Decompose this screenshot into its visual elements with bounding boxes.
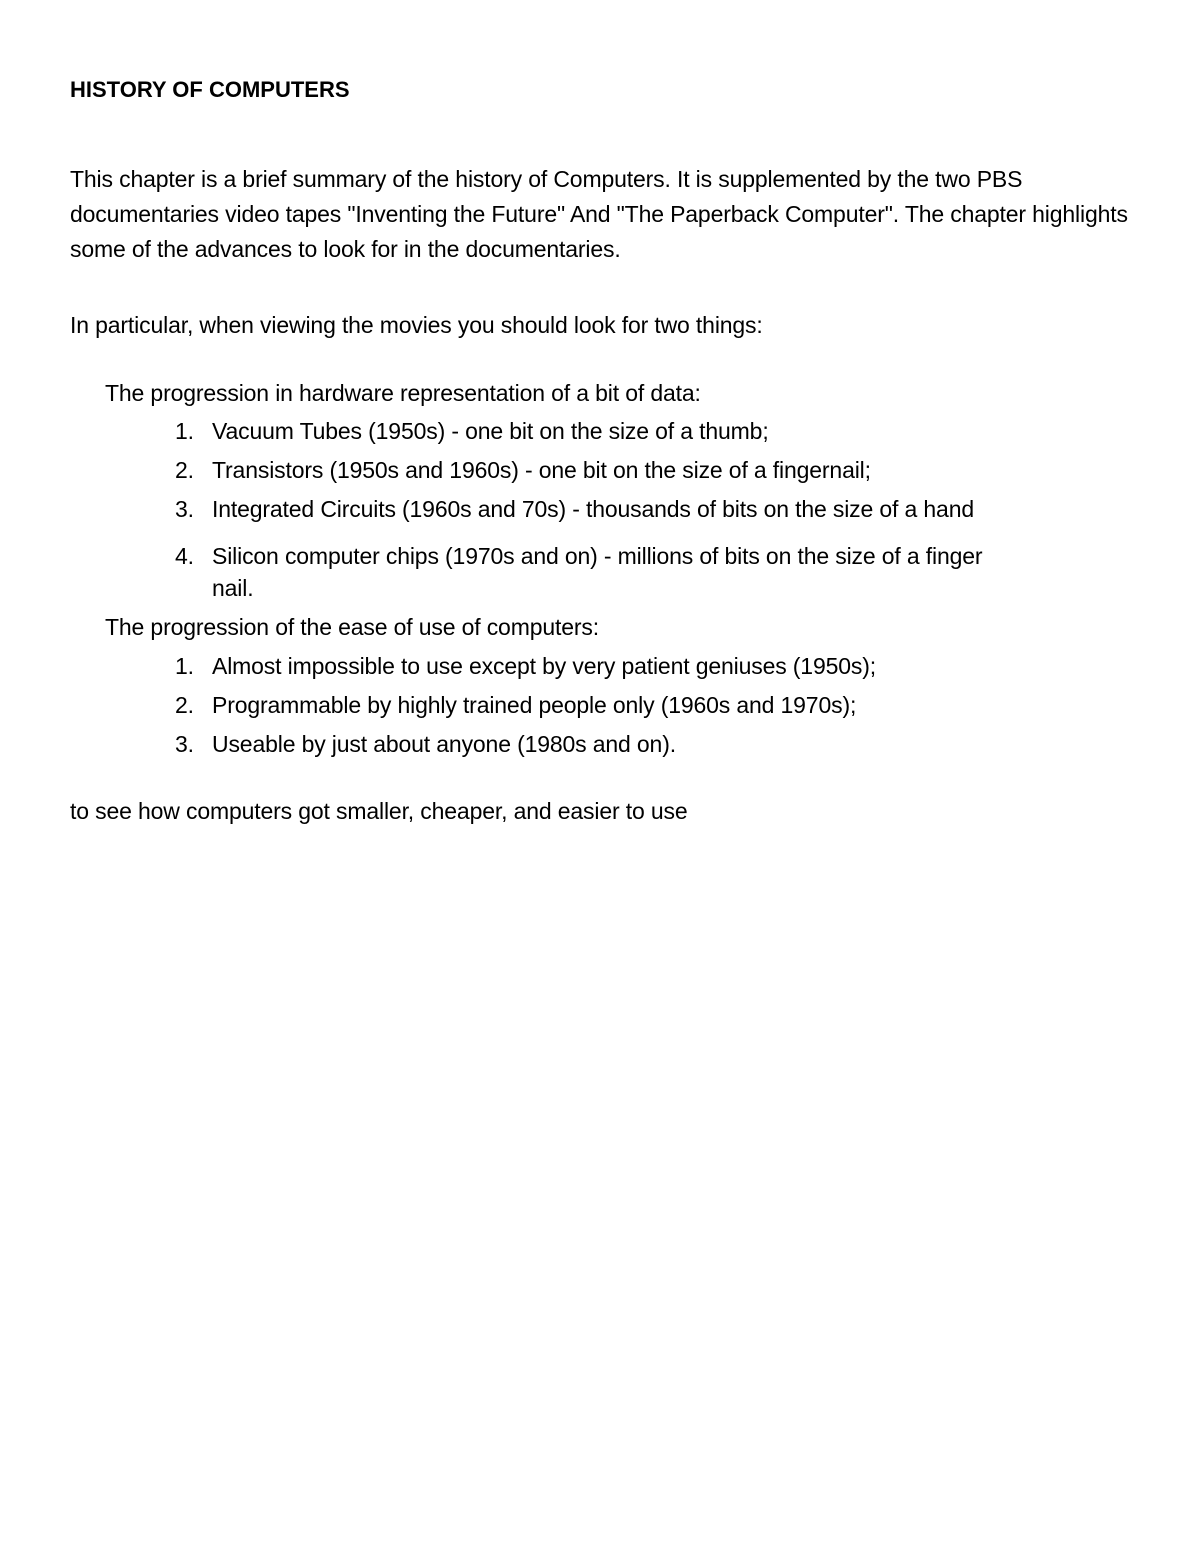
list-item-text: Vacuum Tubes (1950s) - one bit on the size of a thumb; bbox=[212, 418, 769, 444]
list-item bbox=[175, 540, 1005, 604]
lead-in-text: In particular, when viewing the movies you should look for two things: bbox=[70, 312, 763, 338]
intro-paragraph: This chapter is a brief summary of the history of Computers. It is supplemented by the two PBS documentaries video tapes "Inventing the Future" And "The Paperback Computer". The chapter highlights some of the advances to look for in the documentaries. bbox=[70, 166, 1128, 262]
list-item bbox=[175, 493, 1135, 525]
ease-section-heading: The progression of the ease of use of computers: bbox=[105, 614, 599, 640]
list-item-number: 1. bbox=[175, 653, 194, 679]
list-item-text: Transistors (1950s and 1960s) - one bit on the size of a fingernail; bbox=[212, 457, 871, 483]
list-item-text: Programmable by highly trained people only (1960s and 1970s); bbox=[212, 692, 857, 718]
list-item bbox=[175, 415, 1075, 447]
list-item-number: 3. bbox=[175, 496, 194, 522]
list-item bbox=[175, 728, 1075, 760]
list-item bbox=[175, 689, 1075, 721]
closing-text: to see how computers got smaller, cheaper, and easier to use bbox=[70, 798, 688, 824]
list-item-number: 3. bbox=[175, 731, 194, 757]
list-item-number: 2. bbox=[175, 457, 194, 483]
list-item bbox=[175, 650, 1075, 682]
list-item-text: Integrated Circuits (1960s and 70s) - thousands of bits on the size of a hand bbox=[212, 496, 974, 522]
hardware-section-heading: The progression in hardware representation of a bit of data: bbox=[105, 380, 701, 406]
list-item bbox=[175, 454, 1075, 486]
list-item-text: Almost impossible to use except by very patient geniuses (1950s); bbox=[212, 653, 876, 679]
document-title: HISTORY OF COMPUTERS bbox=[70, 77, 350, 102]
list-item-number: 2. bbox=[175, 692, 194, 718]
list-item-text: Useable by just about anyone (1980s and on). bbox=[212, 731, 676, 757]
list-item-text: Silicon computer chips (1970s and on) - millions of bits on the size of a finger nail. bbox=[212, 543, 983, 601]
list-item-number: 1. bbox=[175, 418, 194, 444]
list-item-number: 4. bbox=[175, 543, 194, 569]
